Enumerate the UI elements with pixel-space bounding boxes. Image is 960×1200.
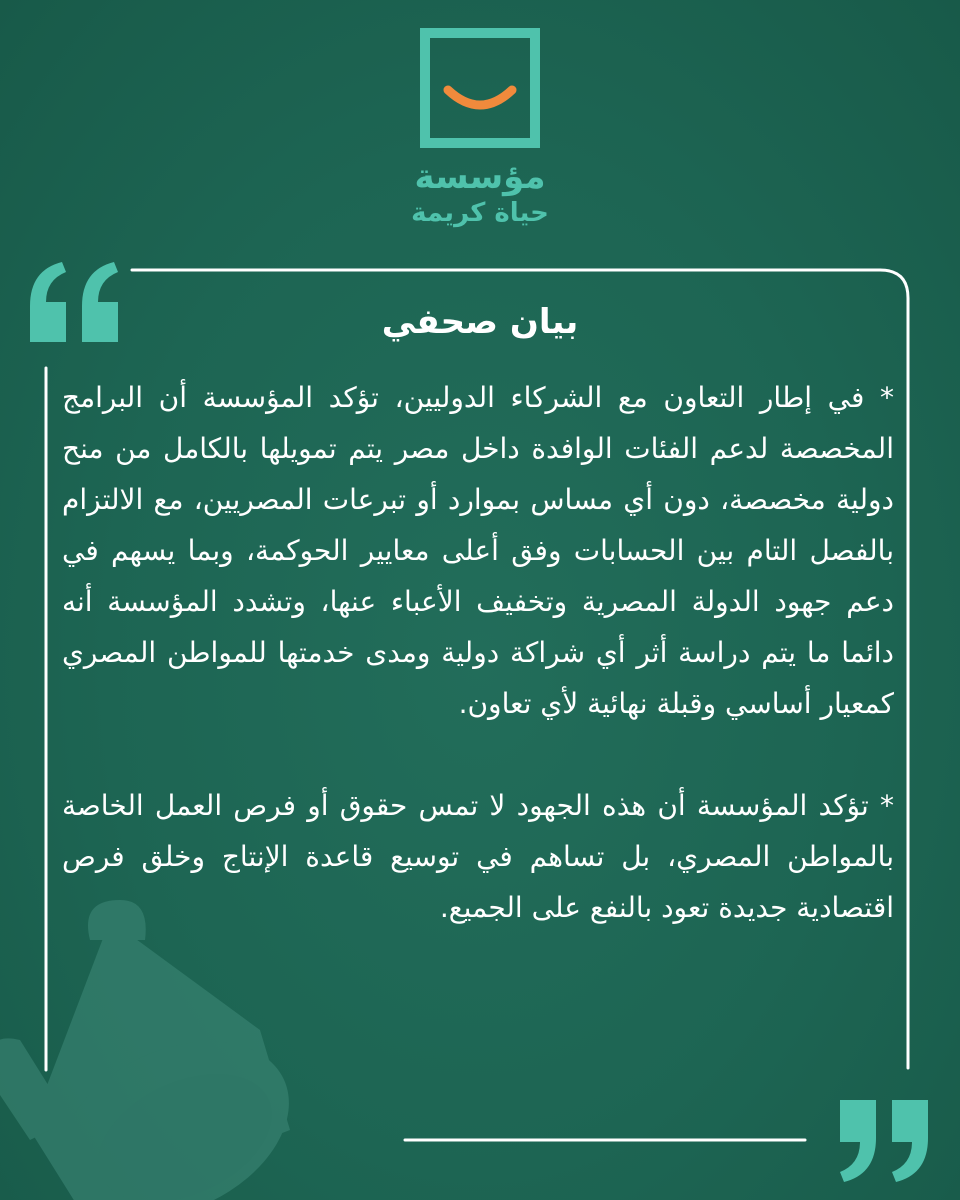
page-title: بيان صحفي: [381, 302, 579, 342]
logo: [0, 28, 960, 228]
press-release-body: [62, 372, 894, 933]
smile-square-logo-icon: [420, 28, 540, 148]
closing-quote-icon: [836, 1100, 930, 1182]
logo-name: مؤسسة: [414, 157, 546, 197]
logo-subname: حياة كريمة: [411, 198, 549, 228]
paragraph-2: * تؤكد المؤسسة أن هذه الجهود لا تمس حقوق أو فرص العمل الخاصة بالمواطن المصري، بل تساهم في توسيع قاعدة الإنتاج وخلق فرص اقتصادية جديدة تعود بالنفع على الجميع.: [62, 789, 894, 924]
paragraph-1: * في إطار التعاون مع الشركاء الدوليين، تؤكد المؤسسة أن البرامج المخصصة لدعم الفئات الوافدة داخل مصر يتم تمويلها بالكامل من منح دولية مخصصة، دون أي مساس بموارد أو تبرعات المصريين، مع الالتزام بالفصل التام بين الحسابات وفق أعلى معايير الحوكمة، وبما يسهم في دعم جهود الدولة المصرية وتخفيف الأعباء عنها، وتشدد المؤسسة أنه دائما ما يتم دراسة أثر أي شراكة دولية ومدى خدمتها للمواطن المصري كمعيار أساسي وقبلة نهائية لأي تعاون.: [62, 381, 894, 720]
